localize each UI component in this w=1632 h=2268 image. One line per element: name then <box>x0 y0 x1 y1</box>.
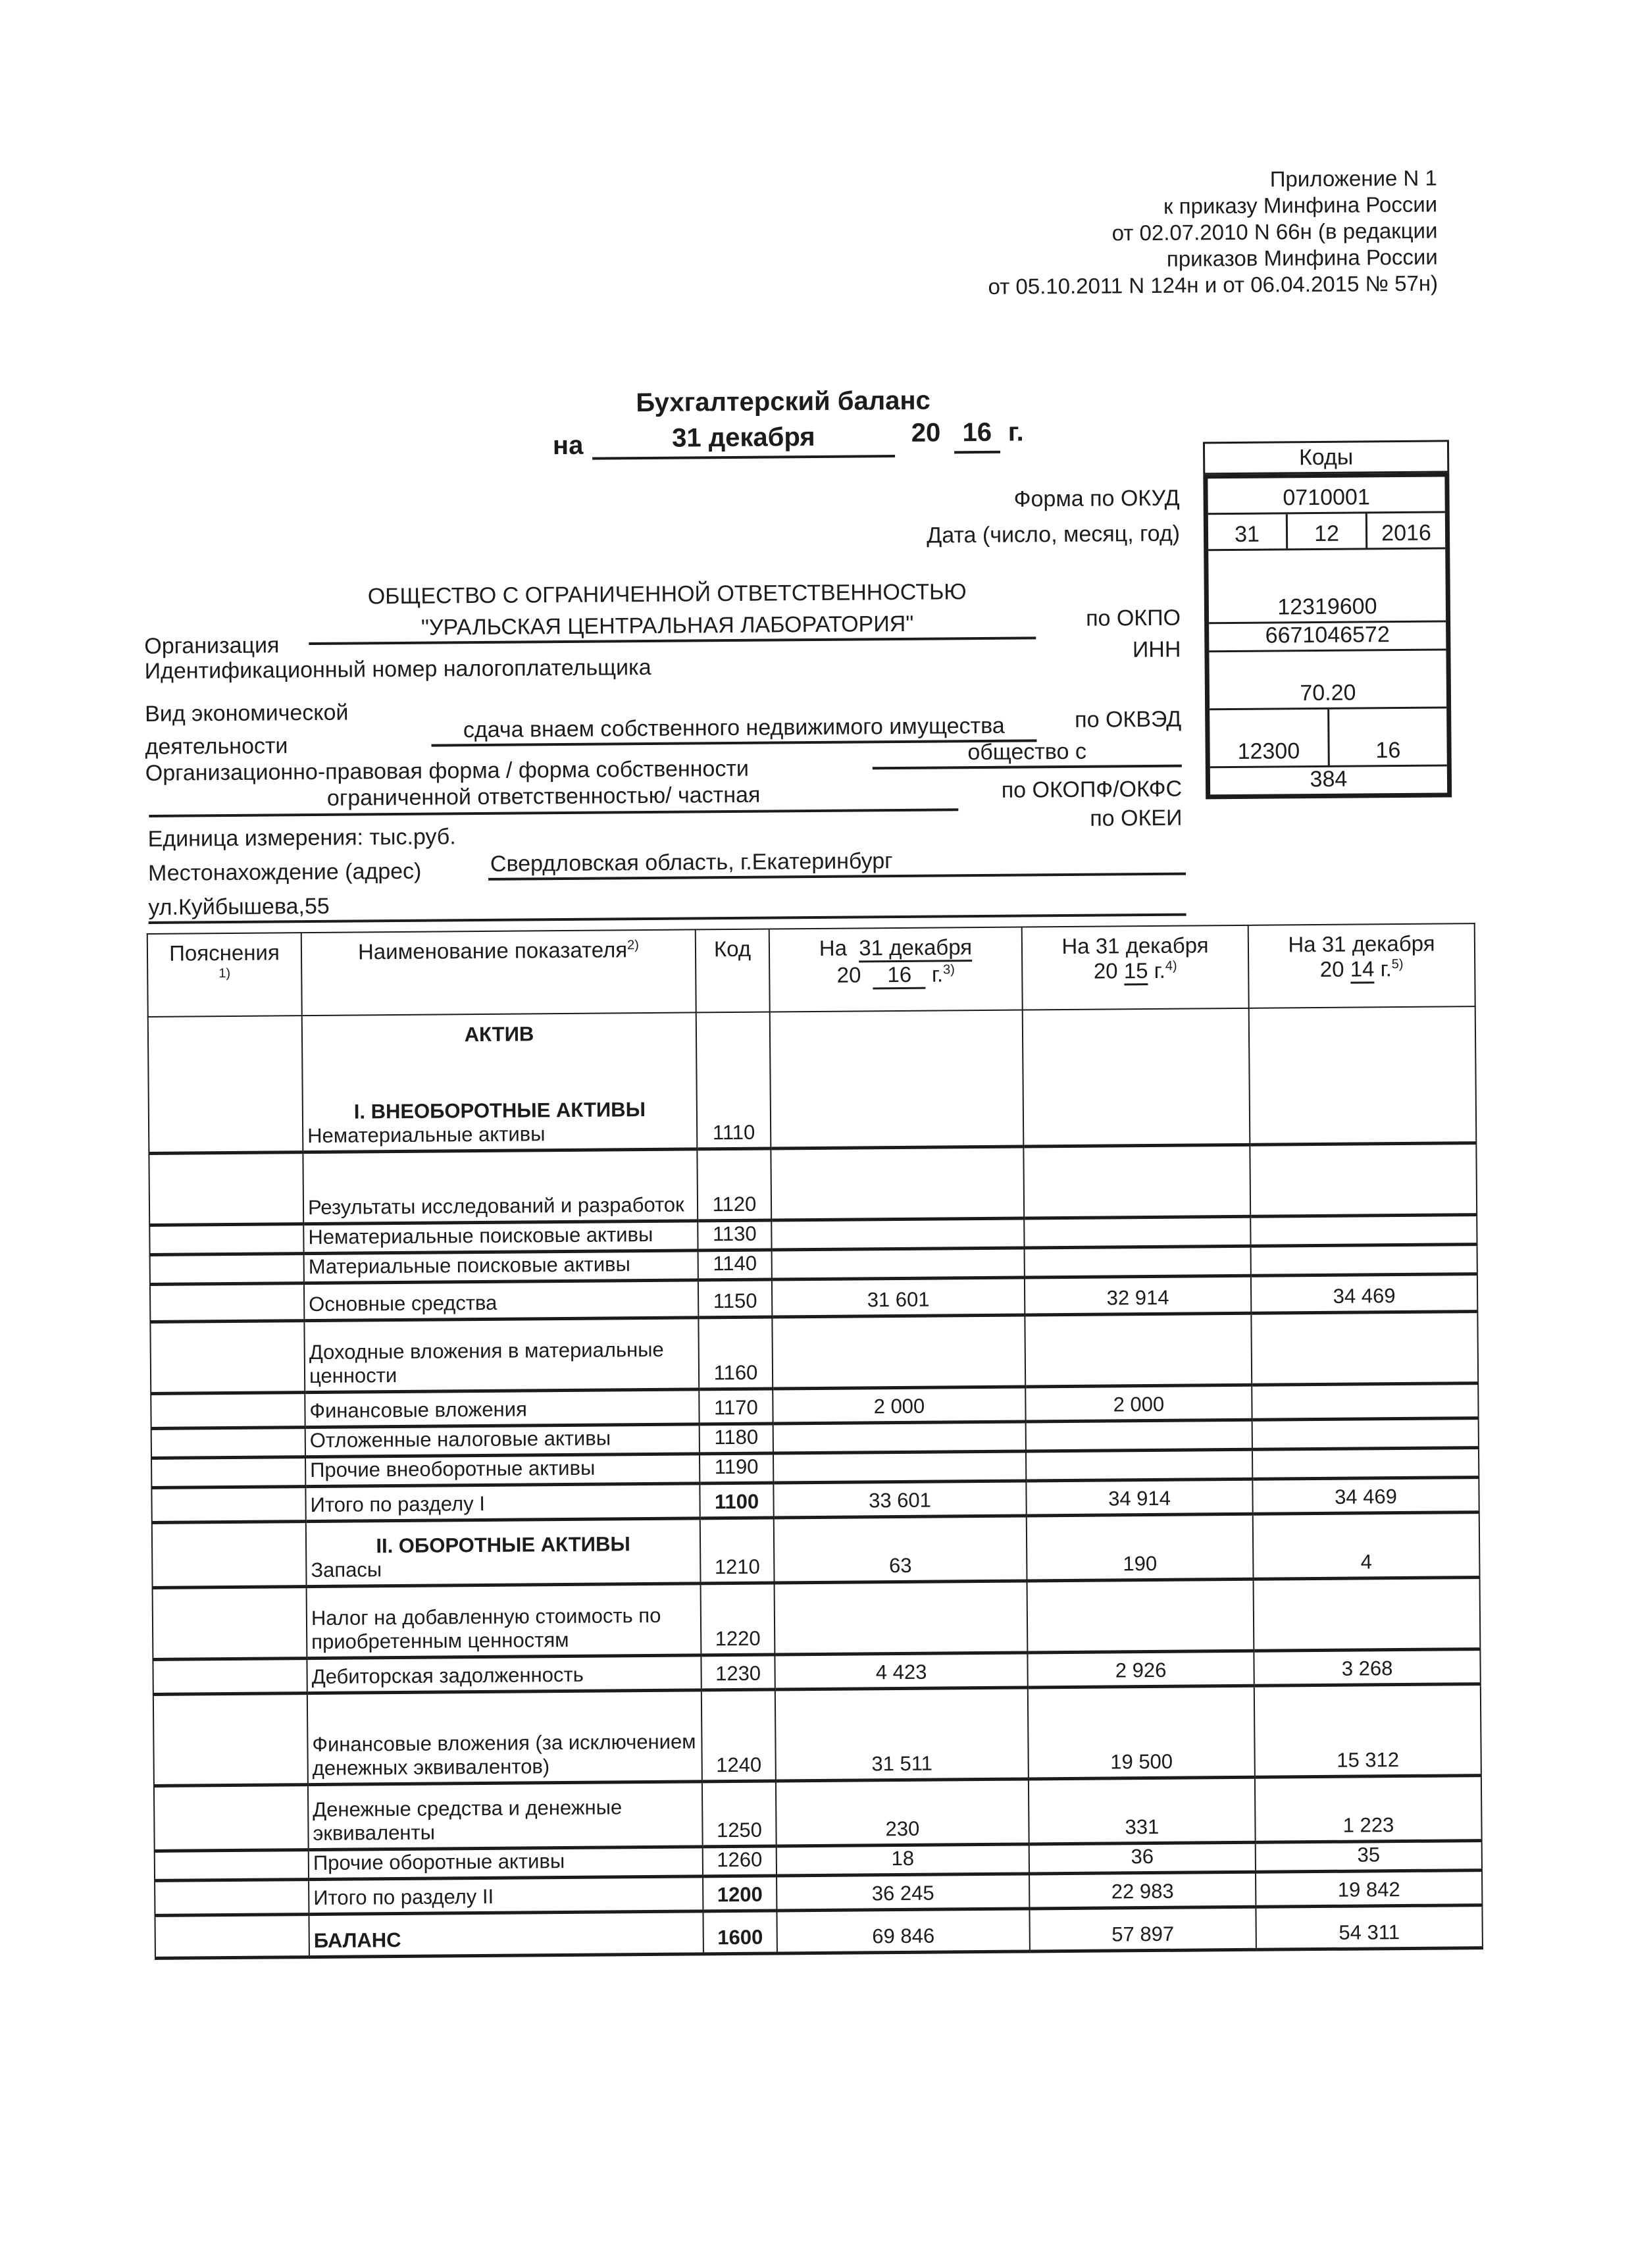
okud-code: 0710001 <box>1283 484 1370 511</box>
okud-label: Форма по ОКУД <box>1013 485 1180 512</box>
table-row: Результаты исследований и разработок 1120 <box>149 1143 1477 1225</box>
activity-label-1: Вид экономической <box>144 700 349 727</box>
okpo-code: 12319600 <box>1277 594 1377 620</box>
org-name-line2: "УРАЛЬСКАЯ ЦЕНТРАЛЬНАЯ ЛАБОРАТОРИЯ" <box>421 611 914 640</box>
date-year-code: 2016 <box>1365 513 1445 548</box>
year-suffix: 16 <box>954 418 1000 454</box>
address-label: Местонахождение (адрес) <box>147 858 422 886</box>
table-row-total: Итого по разделу II 1200 36 245 22 983 19 842 <box>155 1870 1482 1916</box>
okopf-code: 12300 <box>1237 738 1300 764</box>
date-prefix: на <box>552 430 584 461</box>
document-title: Бухгалтерский баланс <box>636 386 931 418</box>
header-col-2014: На 31 декабря 20 14 г.$^{5)}$ <box>1248 923 1475 1008</box>
inn-label: ИНН <box>1132 636 1181 663</box>
okpo-label: по ОКПО <box>1085 605 1181 631</box>
date-month-code: 12 <box>1286 513 1365 548</box>
okei-label: по ОКЕИ <box>1090 805 1183 831</box>
header-name: Наименование показателя$^{2)}$ <box>301 929 696 1016</box>
legal-form-label: Организационно-правовая форма / форма собственности <box>145 756 750 786</box>
table-row: Прочие внеоборотные активы 1190 <box>151 1448 1479 1488</box>
header-col-2015: На 31 декабря 20 15 г.$^{4)}$ <box>1022 925 1249 1010</box>
header-code: Код <box>696 929 770 1013</box>
balance-table <box>147 923 1483 1960</box>
table-header-row <box>147 923 1475 1017</box>
row-name: Нематериальные активы <box>307 1122 546 1148</box>
okfs-code: 16 <box>1327 708 1447 765</box>
year-g: г. <box>1007 417 1024 447</box>
okei-code: 384 <box>1310 766 1348 792</box>
header-col-2016: На 31 декабря 20 16 г.$^{3)}$ <box>769 927 1023 1012</box>
table-row: Налог на добавленную стоимость по приобретенным ценностям 1220 <box>153 1578 1481 1660</box>
date-label: Дата (число, месяц, год) <box>927 521 1181 548</box>
table-row: Прочие оборотные активы 1260 18 36 35 <box>155 1841 1482 1881</box>
annex-line: к приказу Минфина России <box>1163 192 1438 219</box>
address-value-1: Свердловская область, г.Екатеринбург <box>490 848 893 877</box>
annex-line: от 05.10.2011 N 124н и от 06.04.2015 № 57н) <box>988 271 1439 299</box>
date-day-code: 31 <box>1234 521 1260 547</box>
table-row: Дебиторская задолженность 1230 4 423 2 926 3 268 <box>153 1649 1480 1695</box>
table-row: Денежные средства и денежные эквиваленты 1250 230 331 1 223 <box>154 1776 1482 1851</box>
address-value-2: ул.Куйбышева,55 <box>148 893 330 920</box>
table-row-total: Итого по разделу I 1100 33 601 34 914 34 469 <box>151 1478 1479 1523</box>
header-notes: Пояснения $^{1)}$ <box>147 933 302 1017</box>
unit-label: Единица измерения: тыс.руб. <box>147 824 456 852</box>
table-row: Основные средства 1150 31 601 32 914 34 469 <box>150 1274 1477 1322</box>
okved-code: 70.20 <box>1300 680 1356 706</box>
table-row: Финансовые вложения (за исключением денежных эквивалентов) 1240 31 511 19 500 15 312 <box>153 1684 1481 1786</box>
table-row: Материальные поисковые активы 1140 <box>150 1245 1477 1285</box>
codes-box <box>1203 440 1452 799</box>
annex-line: Приложение N 1 <box>1269 165 1437 192</box>
table-row: Доходные вложения в материальные ценности 1160 <box>150 1312 1478 1394</box>
date-day-month: 31 декабря <box>592 422 895 460</box>
row-code: 1110 <box>696 1012 771 1149</box>
activity-label-2: деятельности <box>145 733 288 760</box>
codes-header: Коды <box>1203 440 1449 475</box>
table-row <box>148 1006 1477 1153</box>
table-row: Финансовые вложения 1170 2 000 2 000 <box>151 1383 1478 1429</box>
okopf-label: по ОКОПФ/ОКФС <box>1001 776 1183 803</box>
activity-value: сдача внаем собственного недвижимого имущества <box>463 713 1005 743</box>
section-2-title: II. ОБОРОТНЫЕ АКТИВЫ <box>376 1532 630 1558</box>
legal-form-value-2: ограниченной ответственностью/ частная <box>326 782 761 811</box>
table-row: Отложенные налоговые активы 1180 <box>151 1418 1479 1458</box>
table-row: Нематериальные поисковые активы 1130 <box>149 1215 1477 1255</box>
annex-line: приказов Минфина России <box>1166 244 1438 271</box>
legal-form-value-1: общество с <box>967 738 1087 765</box>
org-name-line1: ОБЩЕСТВО С ОГРАНИЧЕННОЙ ОТВЕТСТВЕННОСТЬЮ <box>367 579 967 609</box>
year-prefix: 20 <box>911 418 941 448</box>
table-row: II. ОБОРОТНЫЕ АКТИВЫ Запасы 1210 63 190 4 <box>152 1512 1480 1588</box>
organization-label: Организация <box>144 632 280 659</box>
okved-label: по ОКВЭД <box>1075 706 1182 733</box>
inn-code: 6671046572 <box>1265 622 1390 648</box>
annex-reference <box>987 165 1438 300</box>
section-1-title: I. ВНЕОБОРОТНЫЕ АКТИВЫ <box>353 1098 646 1123</box>
table-row-balance: БАЛАНС 1600 69 846 57 897 54 311 <box>155 1905 1482 1959</box>
annex-line: от 02.07.2010 N 66н (в редакции <box>1111 218 1438 245</box>
section-aktiv: АКТИВ <box>464 1022 534 1046</box>
inn-long-label: Идентификационный номер налогоплательщика <box>144 654 651 684</box>
